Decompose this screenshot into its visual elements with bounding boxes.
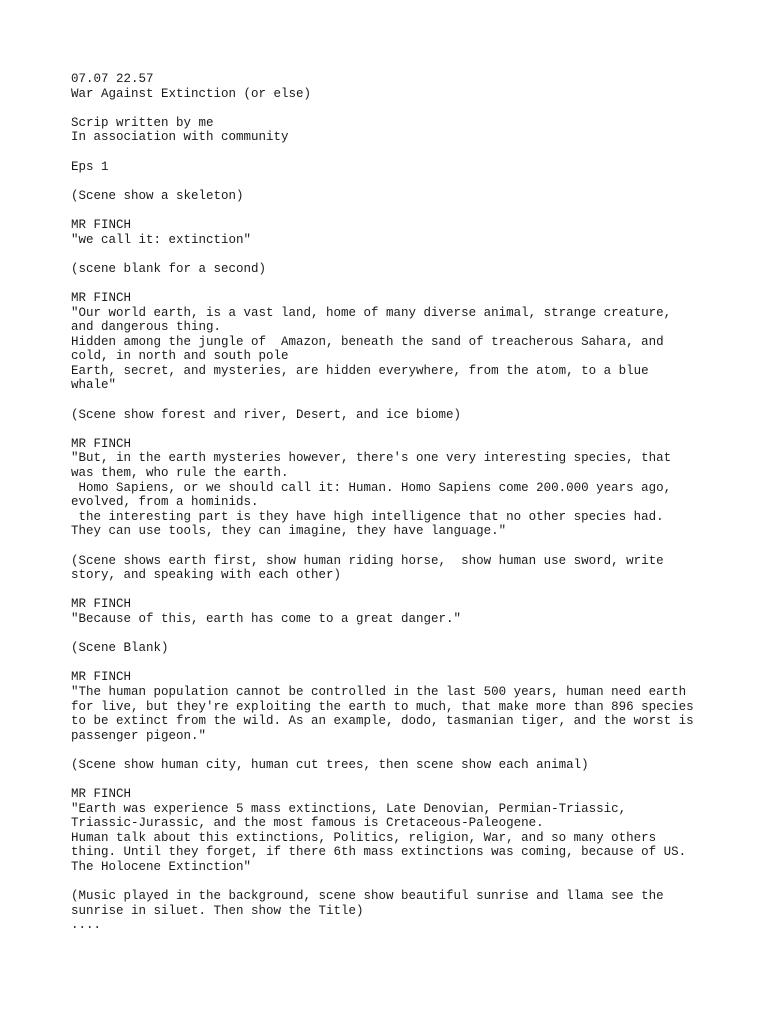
scene-direction: [71, 408, 711, 423]
spacer: [71, 101, 711, 116]
scene-direction: [71, 641, 711, 656]
scene-direction-line: (Scene show human city, human cut trees, then scene show each animal): [71, 757, 589, 772]
dialogue-line: Hidden among the jungle of Amazon, beneath the sand of treacherous Sahara, and: [71, 334, 664, 349]
character-name: MR FINCH: [71, 290, 132, 305]
dialogue-block: [71, 291, 711, 393]
spacer: [71, 627, 711, 642]
spacer: [71, 145, 711, 160]
credit-line: Scrip written by me: [71, 115, 214, 130]
dialogue-line: Human talk about this extinctions, Politics, religion, War, and so many others: [71, 830, 657, 845]
spacer: [71, 583, 711, 598]
spacer: [71, 743, 711, 758]
scene-direction-line: (Scene show forest and river, Desert, and ice biome): [71, 407, 462, 422]
dialogue-line: for live, but they're exploiting the earth to much, that make more than 896 species: [71, 699, 694, 714]
dialogue-line: Triassic-Jurassic, and the most famous is Cretaceous-Paleogene.: [71, 816, 544, 831]
character-name: MR FINCH: [71, 217, 132, 232]
dialogue-line: Homo Sapiens, or we should call it: Human. Homo Sapiens come 200.000 years ago,: [71, 480, 672, 495]
dialogue-line: and dangerous thing.: [71, 320, 222, 335]
spacer: [71, 422, 711, 437]
scene-direction: [71, 758, 711, 773]
spacer: [71, 393, 711, 408]
dialogue-line: thing. Until they forget, if there 6th mass extinctions was coming, because of US.: [71, 845, 687, 860]
dialogue-line: passenger pigeon.": [71, 728, 207, 743]
dialogue-block: [71, 597, 711, 626]
character-name: MR FINCH: [71, 670, 132, 685]
dialogue-line: was them, who rule the earth.: [71, 466, 289, 481]
scene-direction: [71, 189, 711, 204]
scene-direction-line: (Music played in the background, scene show beautiful sunrise and llama see the: [71, 889, 664, 904]
scene-direction-line: ....: [71, 918, 102, 933]
dialogue-line: "Because of this, earth has come to a great danger.": [71, 611, 462, 626]
document-title: War Against Extinction (or else): [71, 86, 312, 101]
dialogue-line: "But, in the earth mysteries however, there's one very interesting species, that: [71, 451, 672, 466]
scene-direction-line: (Scene shows earth first, show human riding horse, show human use sword, write: [71, 553, 664, 568]
dialogue-line: The Holocene Extinction": [71, 860, 252, 875]
spacer: [71, 773, 711, 788]
spacer: [71, 203, 711, 218]
episode-label: Eps 1: [71, 159, 109, 174]
character-name: MR FINCH: [71, 436, 132, 451]
character-name: MR FINCH: [71, 787, 132, 802]
scene-direction-line: (Scene show a skeleton): [71, 188, 244, 203]
spacer: [71, 247, 711, 262]
dialogue-line: the interesting part is they have high intelligence that no other species had.: [71, 509, 664, 524]
character-name: MR FINCH: [71, 597, 132, 612]
dialogue-line: Earth, secret, and mysteries, are hidden everywhere, from the atom, to a blue: [71, 363, 649, 378]
dialogue-line: cold, in north and south pole: [71, 349, 289, 364]
dialogue-line: "Earth was experience 5 mass extinctions, Late Denovian, Permian-Triassic,: [71, 801, 627, 816]
scene-direction-line: (scene blank for a second): [71, 261, 267, 276]
dialogue-block: [71, 437, 711, 539]
spacer: [71, 276, 711, 291]
dialogue-line: They can use tools, they can imagine, they have language.": [71, 524, 507, 539]
scene-direction: [71, 554, 711, 583]
timestamp: 07.07 22.57: [71, 72, 154, 86]
scene-direction-line: (Scene Blank): [71, 641, 169, 656]
dialogue-line: "The human population cannot be controlled in the last 500 years, human need earth: [71, 684, 687, 699]
scene-direction: [71, 889, 711, 933]
scene-direction-line: story, and speaking with each other): [71, 568, 342, 583]
scene-direction: [71, 262, 711, 277]
scene-direction-line: sunrise in siluet. Then show the Title): [71, 903, 364, 918]
dialogue-line: "we call it: extinction": [71, 232, 252, 247]
dialogue-block: [71, 670, 711, 743]
script-body: [71, 174, 711, 933]
spacer: [71, 539, 711, 554]
association-line: In association with community: [71, 130, 289, 145]
dialogue-block: [71, 218, 711, 247]
dialogue-block: [71, 787, 711, 875]
dialogue-line: to be extinct from the wild. As an example, dodo, tasmanian tiger, and the worst is: [71, 714, 694, 729]
dialogue-line: evolved, from a hominids.: [71, 495, 259, 510]
dialogue-line: whale": [71, 378, 117, 393]
spacer: [71, 875, 711, 890]
spacer: [71, 174, 711, 189]
dialogue-line: "Our world earth, is a vast land, home of many diverse animal, strange creature,: [71, 305, 672, 320]
spacer: [71, 656, 711, 671]
script-document: [71, 72, 711, 933]
